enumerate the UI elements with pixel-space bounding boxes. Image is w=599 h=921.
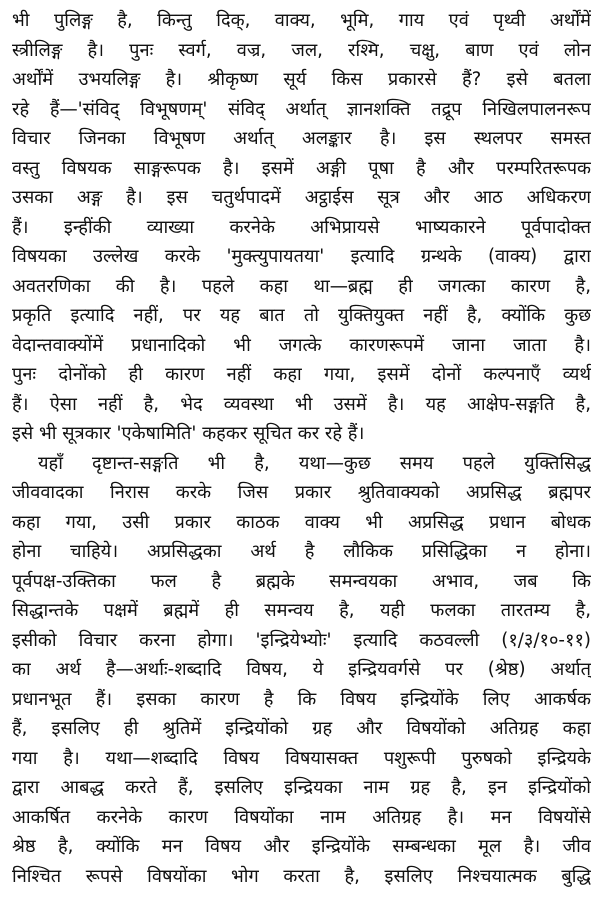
text-line: पुनः दोनोंको ही कारण नहीं कहा गया, इसमें दोनों कल्पनाएँ व्यर्थ [12, 364, 591, 385]
text-line: रहे हैं—'संविद् विभूषणम्' संविद् अर्थात् ज्ञानशक्ति तद्रूप निखिलपालनरूप [12, 98, 591, 120]
text-line: गया है। यथा—शब्दादि विषय विषयासक्त पशुरूपी पुरुषको इन्द्रियके [12, 747, 591, 769]
text-line: कहा गया, उसी प्रकार काठक वाक्य भी अप्रसिद्ध प्रधान बोधक [12, 511, 591, 533]
text-line: अवतरणिका की है। पहले कहा था—ब्रह्म ही जगत्का कारण है, [12, 275, 591, 297]
text-line: जीववादका निरास करके जिस प्रकार श्रुतिवाक्यको अप्रसिद्ध ब्रह्मपर [12, 482, 591, 503]
text-line: हैं। इन्हींकी व्याख्या करनेके अभिप्रायसे भाष्यकारने पूर्वपादोक्त [12, 216, 591, 238]
text-line: इसे भी सूत्रकार 'एकेषामिति' कहकर सूचित कर रहे हैं। [12, 423, 365, 444]
text-line: प्रकृति इत्यादि नहीं, पर यह बात तो युक्तियुक्त नहीं है, क्योंकि कुछ [12, 305, 591, 326]
text-line: निश्चित रूपसे विषयोंका भोग करता है, इसलिए निश्चयात्मक बुद्धि [12, 865, 591, 887]
text-line: पूर्वपक्ष-उक्तिका फल है ब्रह्मके समन्वयका अभाव, जब कि [12, 570, 591, 592]
text-line: विचार जिनका विभूषण अर्थात् अलङ्कार है। इस स्थलपर समस्त [12, 128, 591, 149]
text-line: वस्तु विषयक साङ्गरूपक है। इसमें अङ्गी पूषा है और परम्परितरूपक [12, 157, 591, 179]
text-line: श्रेष्ठ है, क्योंकि मन विषय और इन्द्रियोंके सम्बन्धका मूल है। जीव [12, 836, 591, 857]
text-line: उसका अङ्ग है। इस चतुर्थपादमें अट्ठाईस सूत्र और आठ अधिकरण [12, 187, 591, 208]
text-line: हैं, इसलिए ही श्रुतिमें इन्द्रियोंको ग्रह और विषयोंको अतिग्रह कहा [12, 718, 591, 739]
paragraph-2 [12, 449, 591, 892]
text-line: प्रधानभूत हैं। इसका कारण है कि विषय इन्द्रियोंके लिए आकर्षक [12, 688, 591, 710]
text-line: सिद्धान्तके पक्षमें ब्रह्ममें ही समन्वय है, यही फलका तारतम्य है, [12, 600, 591, 621]
text-line: अर्थोंमें उभयलिङ्ग है। श्रीकृष्ण सूर्य किस प्रकारसे हैं? इसे बतला [12, 69, 591, 90]
text-line: विषयका उल्लेख करके 'मुक्त्युपायतया' इत्यादि ग्रन्थके (वाक्य) द्वारा [12, 246, 591, 267]
text-line: यहाँ दृष्टान्त-सङ्गति भी है, यथा—कुछ समय पहले युक्तिसिद्ध [38, 452, 591, 474]
text-line: वेदान्तवाक्योंमें प्रधानादिको भी जगत्के कारणरूपमें जाना जाता है। [12, 334, 591, 356]
text-line: भी पुलिङ्ग है, किन्तु दिक्, वाक्य, भूमि, गाय एवं पृथ्वी अर्थोंमें [12, 10, 591, 31]
paragraph-1 [12, 6, 591, 449]
text-line: होना चाहिये। अप्रसिद्धका अर्थ है लौकिक प्रसिद्धिका न होना। [12, 541, 591, 562]
text-line: इसीको विचार करना होगा। 'इन्द्रियेभ्योः' इत्यादि कठवल्ली (१/३/१०-११) [12, 629, 591, 651]
text-line: हैं। ऐसा नहीं है, भेद व्यवस्था भी उसमें है। यह आक्षेप-सङ्गति है, [12, 393, 591, 415]
text-line: आकर्षित करनेके कारण विषयोंका नाम अतिग्रह है। मन विषयोंसे [12, 806, 591, 828]
text-line: द्वारा आबद्ध करते हैं, इसलिए इन्द्रियका नाम ग्रह है, इन इन्द्रियोंको [12, 777, 591, 798]
text-line: स्त्रीलिङ्ग है। पुनः स्वर्ग, वज्र, जल, रश्मि, चक्षु, बाण एवं लोन [12, 39, 591, 61]
text-line: का अर्थ है—अर्थाः-शब्दादि विषय, ये इन्द्रियवर्गसे पर (श्रेष्ठ) अर्थात् [12, 659, 591, 680]
